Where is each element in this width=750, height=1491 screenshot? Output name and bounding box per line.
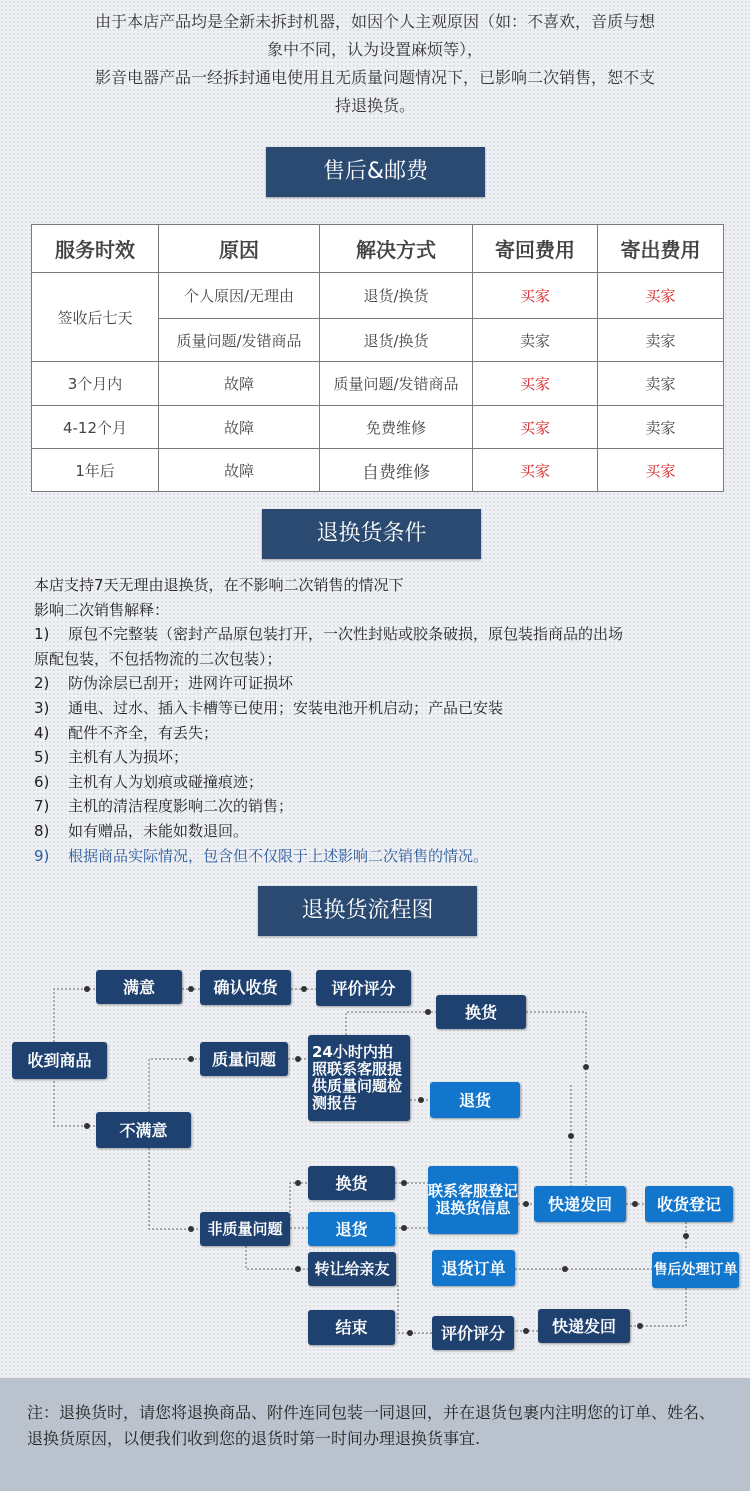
table-cell: 质量问题/发错商品 [159, 319, 320, 362]
table-header: 寄回费用 [473, 225, 598, 273]
intro-line: 象中不同，认为设置麻烦等）， [266, 40, 483, 59]
policy-table [31, 224, 724, 492]
intro-line: 由于本店产品均是全新未拆封机器，如因个人主观原因（如：不喜欢，音质与想 [94, 12, 655, 31]
flow-report-quality: 24小时内拍照联系客服提供质量问题检测报告 [308, 1035, 410, 1121]
flow-rate-2: 评价评分 [432, 1316, 514, 1350]
table-cell: 自费维修 [320, 449, 473, 492]
flow-received: 收到商品 [12, 1042, 107, 1079]
list-item: 6) 主机有人为划痕或碰撞痕迹； [34, 772, 264, 791]
list-item: 3) 通电、过水、插入卡槽等已使用；安装电池开机启动；产品已安装 [34, 698, 504, 717]
table-cell: 卖家 [598, 362, 724, 406]
conditions-list [34, 573, 724, 868]
note-panel [0, 1378, 750, 1491]
table-cell: 个人原因/无理由 [159, 273, 320, 319]
flow-non-quality-issue: 非质量问题 [200, 1212, 290, 1246]
conditions-intro: 影响二次销售解释： [34, 600, 170, 619]
table-cell: 买家 [473, 273, 598, 319]
flow-return-2: 退货 [308, 1212, 395, 1246]
table-cell: 买家 [473, 449, 598, 492]
intro-line: 影音电器产品一经拆封通电使用且无质量问题情况下，已影响二次销售，恕不支 [94, 68, 655, 87]
list-item: 2) 防伪涂层已刮开；进网许可证损坏 [34, 674, 294, 693]
table-cell: 3个月内 [32, 362, 159, 406]
table-row [32, 273, 724, 319]
flow-return-1: 退货 [430, 1082, 520, 1118]
flow-return-order: 退货订单 [432, 1250, 515, 1286]
flow-unsatisfied: 不满意 [96, 1112, 191, 1148]
list-item: 原配包装，不包括物流的二次包装）； [34, 649, 282, 668]
intro-text [40, 8, 710, 120]
flow-end: 结束 [308, 1310, 395, 1345]
table-cell: 4-12个月 [32, 406, 159, 449]
table-header-row [32, 225, 724, 273]
conditions-intro: 本店支持7天无理由退换货，在不影响二次销售的情况下 [34, 576, 404, 594]
table-cell-group: 签收后七天 [32, 273, 159, 362]
flow-receipt-register: 收货登记 [645, 1186, 733, 1222]
table-cell: 卖家 [473, 319, 598, 362]
list-item: 5) 主机有人为损坏； [34, 748, 189, 767]
table-cell: 退货/换货 [320, 273, 473, 319]
table-header: 解决方式 [320, 225, 473, 273]
list-item: 1) 原包不完整装（密封产品原包装打开，一次性封贴或胶条破损，原包装指商品的出场 [34, 625, 624, 644]
flow-aftersale-handle: 售后处理订单 [652, 1252, 739, 1288]
table-cell: 卖家 [598, 406, 724, 449]
table-header: 服务时效 [32, 225, 159, 273]
table-cell: 故障 [159, 406, 320, 449]
table-cell: 买家 [473, 362, 598, 406]
list-item: 4) 配件不齐全，有丢失； [34, 723, 219, 742]
flow-confirm-receipt: 确认收货 [200, 970, 291, 1005]
table-cell: 买家 [473, 406, 598, 449]
flow-ship-back-2: 快递发回 [538, 1309, 630, 1343]
flowchart-connectors [0, 960, 750, 1360]
table-cell: 免费维修 [320, 406, 473, 449]
table-cell: 买家 [598, 273, 724, 319]
flow-quality-issue: 质量问题 [200, 1042, 288, 1076]
section-title-aftersale: 售后&邮费 [266, 147, 485, 197]
table-cell: 退货/换货 [320, 319, 473, 362]
table-cell: 1年后 [32, 449, 159, 492]
intro-line: 持退换货。 [334, 96, 415, 115]
flow-rate-1: 评价评分 [316, 970, 411, 1006]
list-item: 9) 根据商品实际情况，包含但不仅限于上述影响二次销售的情况。 [34, 846, 489, 865]
section-title-conditions: 退换货条件 [262, 509, 481, 559]
table-row [32, 406, 724, 449]
table-cell: 故障 [159, 362, 320, 406]
note-text: 注：退换货时，请您将退换商品、附件连同包装一同退回，并在退货包裹内注明您的订单、姓名、退换货原因，以便我们收到您的退货时第一时间办理退换货事宜. [27, 1403, 716, 1448]
flow-satisfied: 满意 [96, 970, 182, 1004]
list-item: 7) 主机的清洁程度影响二次的销售； [34, 797, 294, 816]
flow-transfer-friends: 转让给亲友 [308, 1252, 396, 1286]
table-header: 原因 [159, 225, 320, 273]
table-header: 寄出费用 [598, 225, 724, 273]
flow-exchange-1: 换货 [436, 995, 526, 1029]
list-item: 8) 如有赠品，未能如数退回。 [34, 821, 249, 840]
flow-contact-service: 联系客服登记退换货信息 [428, 1166, 518, 1234]
table-row [32, 362, 724, 406]
table-cell: 卖家 [598, 319, 724, 362]
section-title-flowchart: 退换货流程图 [258, 886, 477, 936]
table-row [32, 449, 724, 492]
flow-ship-back: 快递发回 [534, 1186, 626, 1222]
table-cell: 买家 [598, 449, 724, 492]
table-cell: 质量问题/发错商品 [320, 362, 473, 406]
flow-exchange-2: 换货 [308, 1166, 395, 1200]
table-cell: 故障 [159, 449, 320, 492]
